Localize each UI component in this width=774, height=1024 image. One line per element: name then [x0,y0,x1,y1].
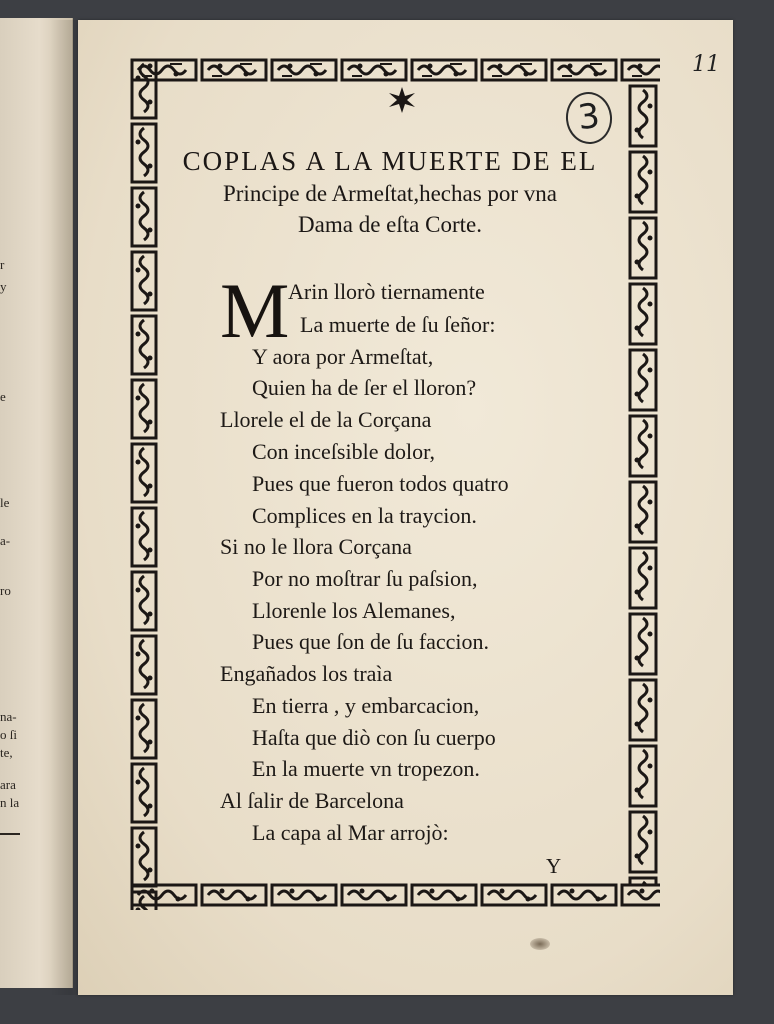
title-line-1: COPLAS A LA MUERTE DE EL [182,146,598,176]
cross-pattee-icon [387,86,417,114]
verse-line: Si no le llora Corçana [220,534,412,559]
verse-line: En la muerte vn tropezon. [252,756,480,781]
left-fragment: n la [0,795,20,810]
ornament-border-bottom [130,880,660,910]
title-line-2: Principe de Armeſtat,hechas por vna [222,181,558,206]
verse-line: Pues que fueron todos quatro [252,471,509,496]
title-line-3: Dama de eſta Corte. [298,212,482,237]
left-fragment: le [0,495,10,510]
left-fragment: e [0,389,6,404]
verse-line: Pues que ſon de ſu faccion. [252,629,490,654]
verse-line: Arin llorò tiernamente [288,279,485,304]
circled-number: 3 [563,90,614,147]
left-fragment: ara [0,777,16,792]
verse-line: La capa al Mar arrojò: [252,820,449,845]
verse-line: Con inceſsible dolor, [252,439,436,464]
left-fragment: te, [0,745,13,760]
left-fragment: na- [0,709,17,724]
verse-line: Engañados los traìa [220,661,393,686]
folio-number: 11 [692,52,720,77]
verse-line: La muerte de ſu ſeñor: [300,312,496,337]
left-fragment: a- [0,533,11,548]
verse-line: Llorele el de la Corçana [220,407,432,432]
left-fragment: ro [0,583,11,598]
left-fragment: o ſi [0,727,17,742]
verse-line: Por no moſtrar ſu paſsion, [252,566,478,591]
verse-line: Complices en la traycion. [252,503,477,528]
verse-line: En tierra , y embarcacion, [252,693,480,718]
verse-line: Y aora por Armeſtat, [252,344,434,369]
verse-line: Quien ha de ſer el lloron? [252,375,477,400]
ornament-border-top [130,56,660,84]
verse-line: Haſta que diò con ſu cuerpo [252,725,496,750]
left-rule [0,833,20,835]
left-fragment: y [0,279,7,294]
ornament-border-right [626,84,660,884]
drop-cap: M [220,267,290,354]
verse-line: Al ſalir de Barcelona [220,788,404,813]
catchword: Y [546,854,562,878]
ink-blot [530,938,550,950]
verse-line: Llorenle los Alemanes, [252,598,456,623]
left-fragment: r [0,257,5,272]
